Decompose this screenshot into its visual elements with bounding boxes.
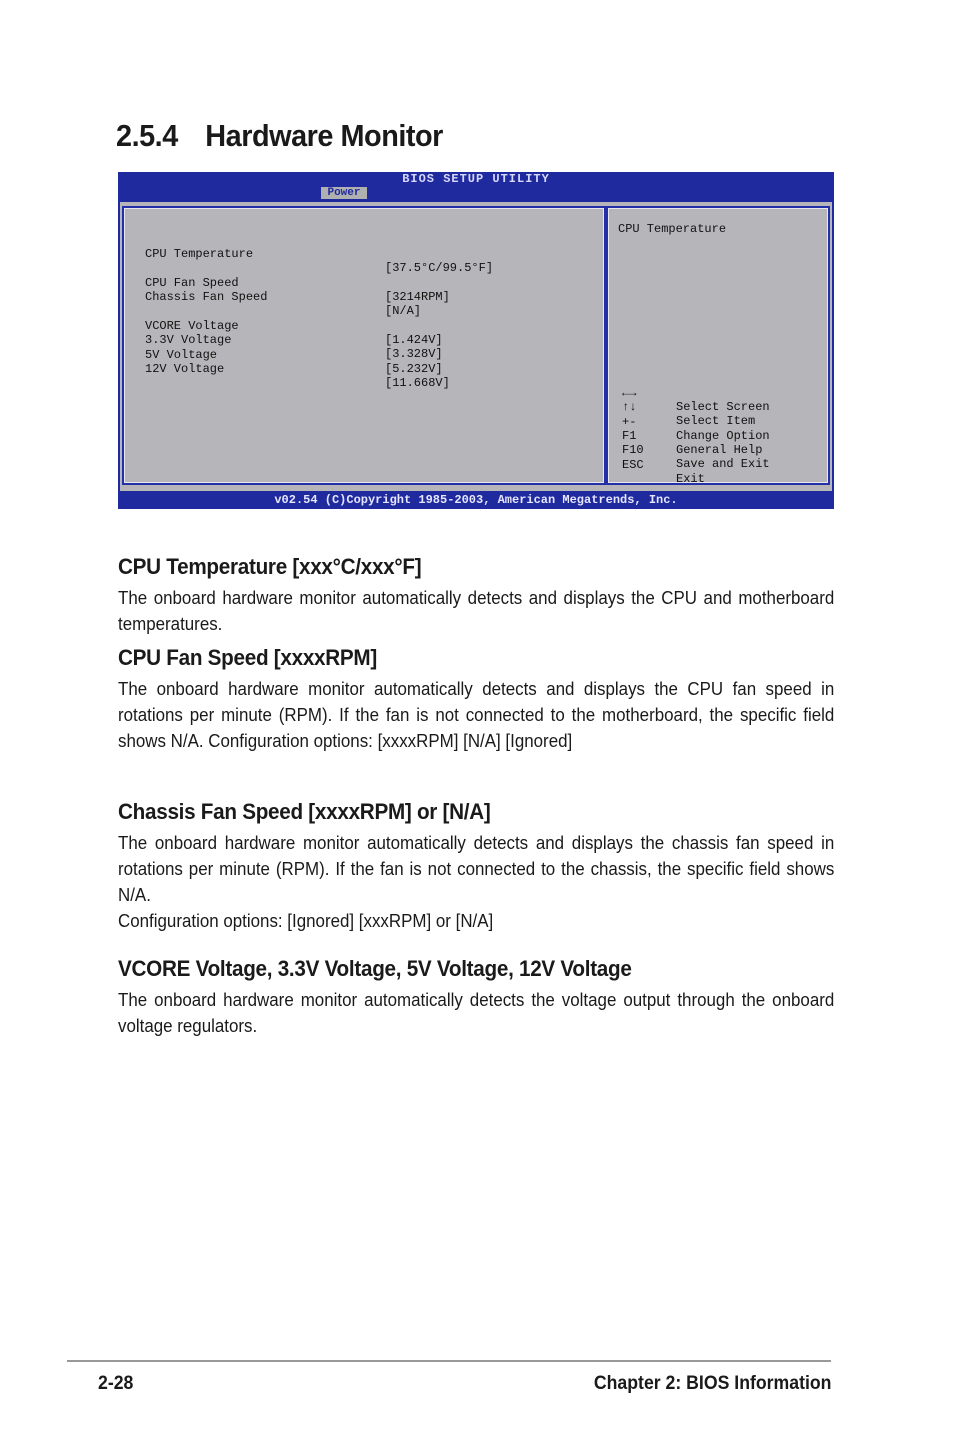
page-number: 2-28	[98, 1373, 134, 1394]
section-chassis-fan-speed	[118, 798, 834, 934]
page-title	[116, 118, 443, 154]
key-hint-description: Save and Exit	[676, 457, 770, 471]
bios-item-label: 3.3V Voltage	[145, 333, 232, 347]
bios-item-value: [1.424V]	[385, 333, 443, 347]
bios-item-value: [5.232V]	[385, 362, 443, 376]
key-hint-description: Exit	[676, 472, 705, 486]
section-paragraph: The onboard hardware monitor automatically detects the voltage output through the onboard voltage regulators.	[118, 990, 835, 1036]
key-hint-key: ESC	[622, 458, 644, 472]
bios-key-hint	[622, 372, 770, 414]
bios-item-label: 5V Voltage	[145, 348, 218, 362]
section-paragraph: Configuration options: [Ignored] [xxxRPM] or [N/A]	[118, 911, 494, 931]
section-title: Hardware Monitor	[205, 118, 443, 153]
key-hint-description: General Help	[676, 443, 763, 457]
left-right-arrow-icon: ←→	[622, 386, 637, 400]
section-paragraph: The onboard hardware monitor automatically detects and displays the CPU and motherboard temperatures.	[118, 588, 835, 634]
section-cpu-fan-speed	[118, 644, 834, 754]
bios-screenshot	[118, 172, 834, 509]
bios-title: BIOS SETUP UTILITY	[402, 172, 550, 186]
bios-copyright: v02.54 (C)Copyright 1985-2003, American Megatrends, Inc.	[274, 493, 678, 507]
bios-item-label: CPU Temperature	[145, 247, 254, 261]
bios-item-value: [37.5°C/99.5°F]	[385, 261, 494, 275]
bios-tab-power[interactable]: Power	[321, 187, 367, 199]
bios-item-label: CPU Fan Speed	[145, 276, 239, 290]
key-hint-key: +-	[622, 415, 637, 429]
key-hint-description: Change Option	[676, 429, 770, 443]
bios-item-value: [N/A]	[385, 304, 422, 318]
bios-item-value: [11.668V]	[385, 376, 450, 390]
up-down-arrow-icon: ↑↓	[622, 400, 637, 414]
section-heading: Chassis Fan Speed [xxxxRPM] or [N/A]	[118, 799, 491, 824]
section-paragraph: The onboard hardware monitor automatically detects and displays the CPU fan speed in rotations per minute (RPM). If the fan is not connected to the motherboard, the specific field shows N/A. Configuration options: [xxxxRPM] [N/A] [Ignored]	[118, 679, 835, 751]
bios-settings-panel	[122, 206, 606, 485]
bios-item-label: VCORE Voltage	[145, 319, 239, 333]
footer-divider	[67, 1360, 831, 1362]
section-heading: CPU Fan Speed [xxxxRPM]	[118, 645, 377, 670]
section-cpu-temperature	[118, 553, 834, 637]
bios-item-label: Chassis Fan Speed	[145, 290, 268, 304]
section-heading: VCORE Voltage, 3.3V Voltage, 5V Voltage, 12V Voltage	[118, 956, 632, 981]
section-heading: CPU Temperature [xxx°C/xxx°F]	[118, 554, 422, 579]
bios-item-label: 12V Voltage	[145, 362, 225, 376]
bios-item-value: [3.328V]	[385, 347, 443, 361]
section-number: 2.5.4	[116, 118, 178, 153]
key-hint-key: F1	[622, 429, 637, 443]
key-hint-description: Select Screen	[676, 400, 770, 414]
bios-item-cpu-temperature[interactable]	[145, 233, 494, 275]
key-hint-description: Select Item	[676, 414, 756, 428]
bios-key-hint	[622, 444, 705, 486]
key-hint-key: F10	[622, 443, 644, 457]
bios-item-value: [3214RPM]	[385, 290, 450, 304]
bios-help-panel	[606, 206, 830, 485]
section-voltages	[118, 955, 834, 1039]
bios-help-title: CPU Temperature	[618, 222, 727, 236]
chapter-title: Chapter 2: BIOS Information	[593, 1373, 831, 1394]
section-paragraph: The onboard hardware monitor automatically detects and displays the chassis fan speed in rotations per minute (RPM). If the fan is not connected to the chassis, the specific field shows N/A.	[118, 833, 835, 905]
bios-body	[120, 202, 832, 491]
